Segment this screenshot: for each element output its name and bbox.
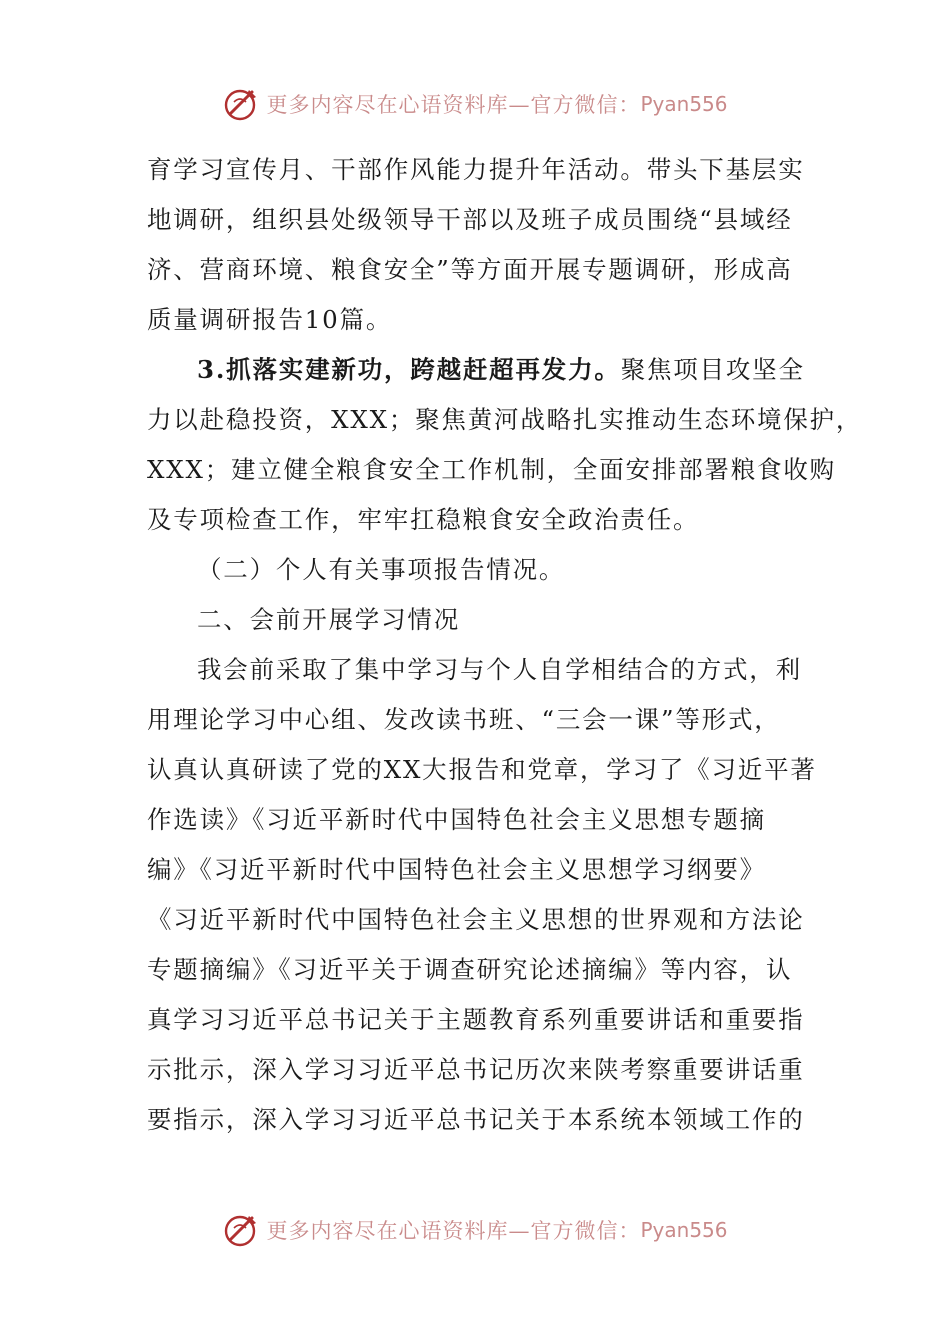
text-line: 用理论学习中心组、发改读书班、“三会一课”等形式，	[147, 705, 781, 734]
text-line: 地调研，组织县处级领导干部以及班子成员围绕“县域经	[147, 205, 793, 234]
bold-heading: 3.抓落实建新功，跨越赶超再发力。	[197, 355, 621, 384]
text-line: 及专项检查工作，牢牢扛稳粮食安全政治责任。	[147, 505, 700, 534]
footer-watermark	[0, 1208, 950, 1252]
pen-logo-icon	[222, 84, 262, 124]
section-subheading: （二）个人有关事项报告情况。	[197, 555, 566, 584]
text-line: 质量调研报告10篇。	[147, 305, 393, 334]
text-line: 济、营商环境、粮食安全”等方面开展专题调研，形成高	[147, 255, 793, 284]
watermark-account: Pyan556	[640, 1218, 728, 1242]
section-heading: 二、会前开展学习情况	[197, 605, 460, 634]
document-body	[147, 145, 863, 1145]
watermark-account: Pyan556	[640, 92, 728, 116]
text-line: 真学习习近平总书记关于主题教育系列重要讲话和重要指	[147, 1005, 805, 1034]
text-line: 编》《习近平新时代中国特色社会主义思想学习纲要》	[147, 855, 766, 884]
text-line: 《习近平新时代中国特色社会主义思想的世界观和方法论	[147, 905, 805, 934]
watermark-text: 更多内容尽在心语资料库—官方微信：	[266, 93, 641, 117]
watermark-text: 更多内容尽在心语资料库—官方微信：	[266, 1219, 641, 1243]
text-line: 作选读》《习近平新时代中国特色社会主义思想专题摘	[147, 805, 766, 834]
text-line: 我会前采取了集中学习与个人自学相结合的方式，利	[197, 655, 802, 684]
pen-logo-icon	[222, 1210, 262, 1250]
header-watermark	[0, 82, 950, 126]
text-line: XXX；建立健全粮食安全工作机制，全面安排部署粮食收购	[147, 455, 836, 484]
text-line: 力以赴稳投资，XXX；聚焦黄河战略扎实推动生态环境保护，	[147, 405, 863, 434]
text-line: 专题摘编》《习近平关于调查研究论述摘编》等内容，认	[147, 955, 793, 984]
text-line: 示批示，深入学习习近平总书记历次来陕考察重要讲话重	[147, 1055, 805, 1084]
text-line: 要指示，深入学习习近平总书记关于本系统本领域工作的	[147, 1105, 805, 1134]
text-line: 育学习宣传月、干部作风能力提升年活动。带头下基层实	[147, 155, 805, 184]
text-line: 认真认真研读了党的XX大报告和党章，学习了《习近平著	[147, 755, 817, 784]
text-line-heading: 3.抓落实建新功，跨越赶超再发力。聚焦项目攻坚全	[197, 355, 805, 384]
